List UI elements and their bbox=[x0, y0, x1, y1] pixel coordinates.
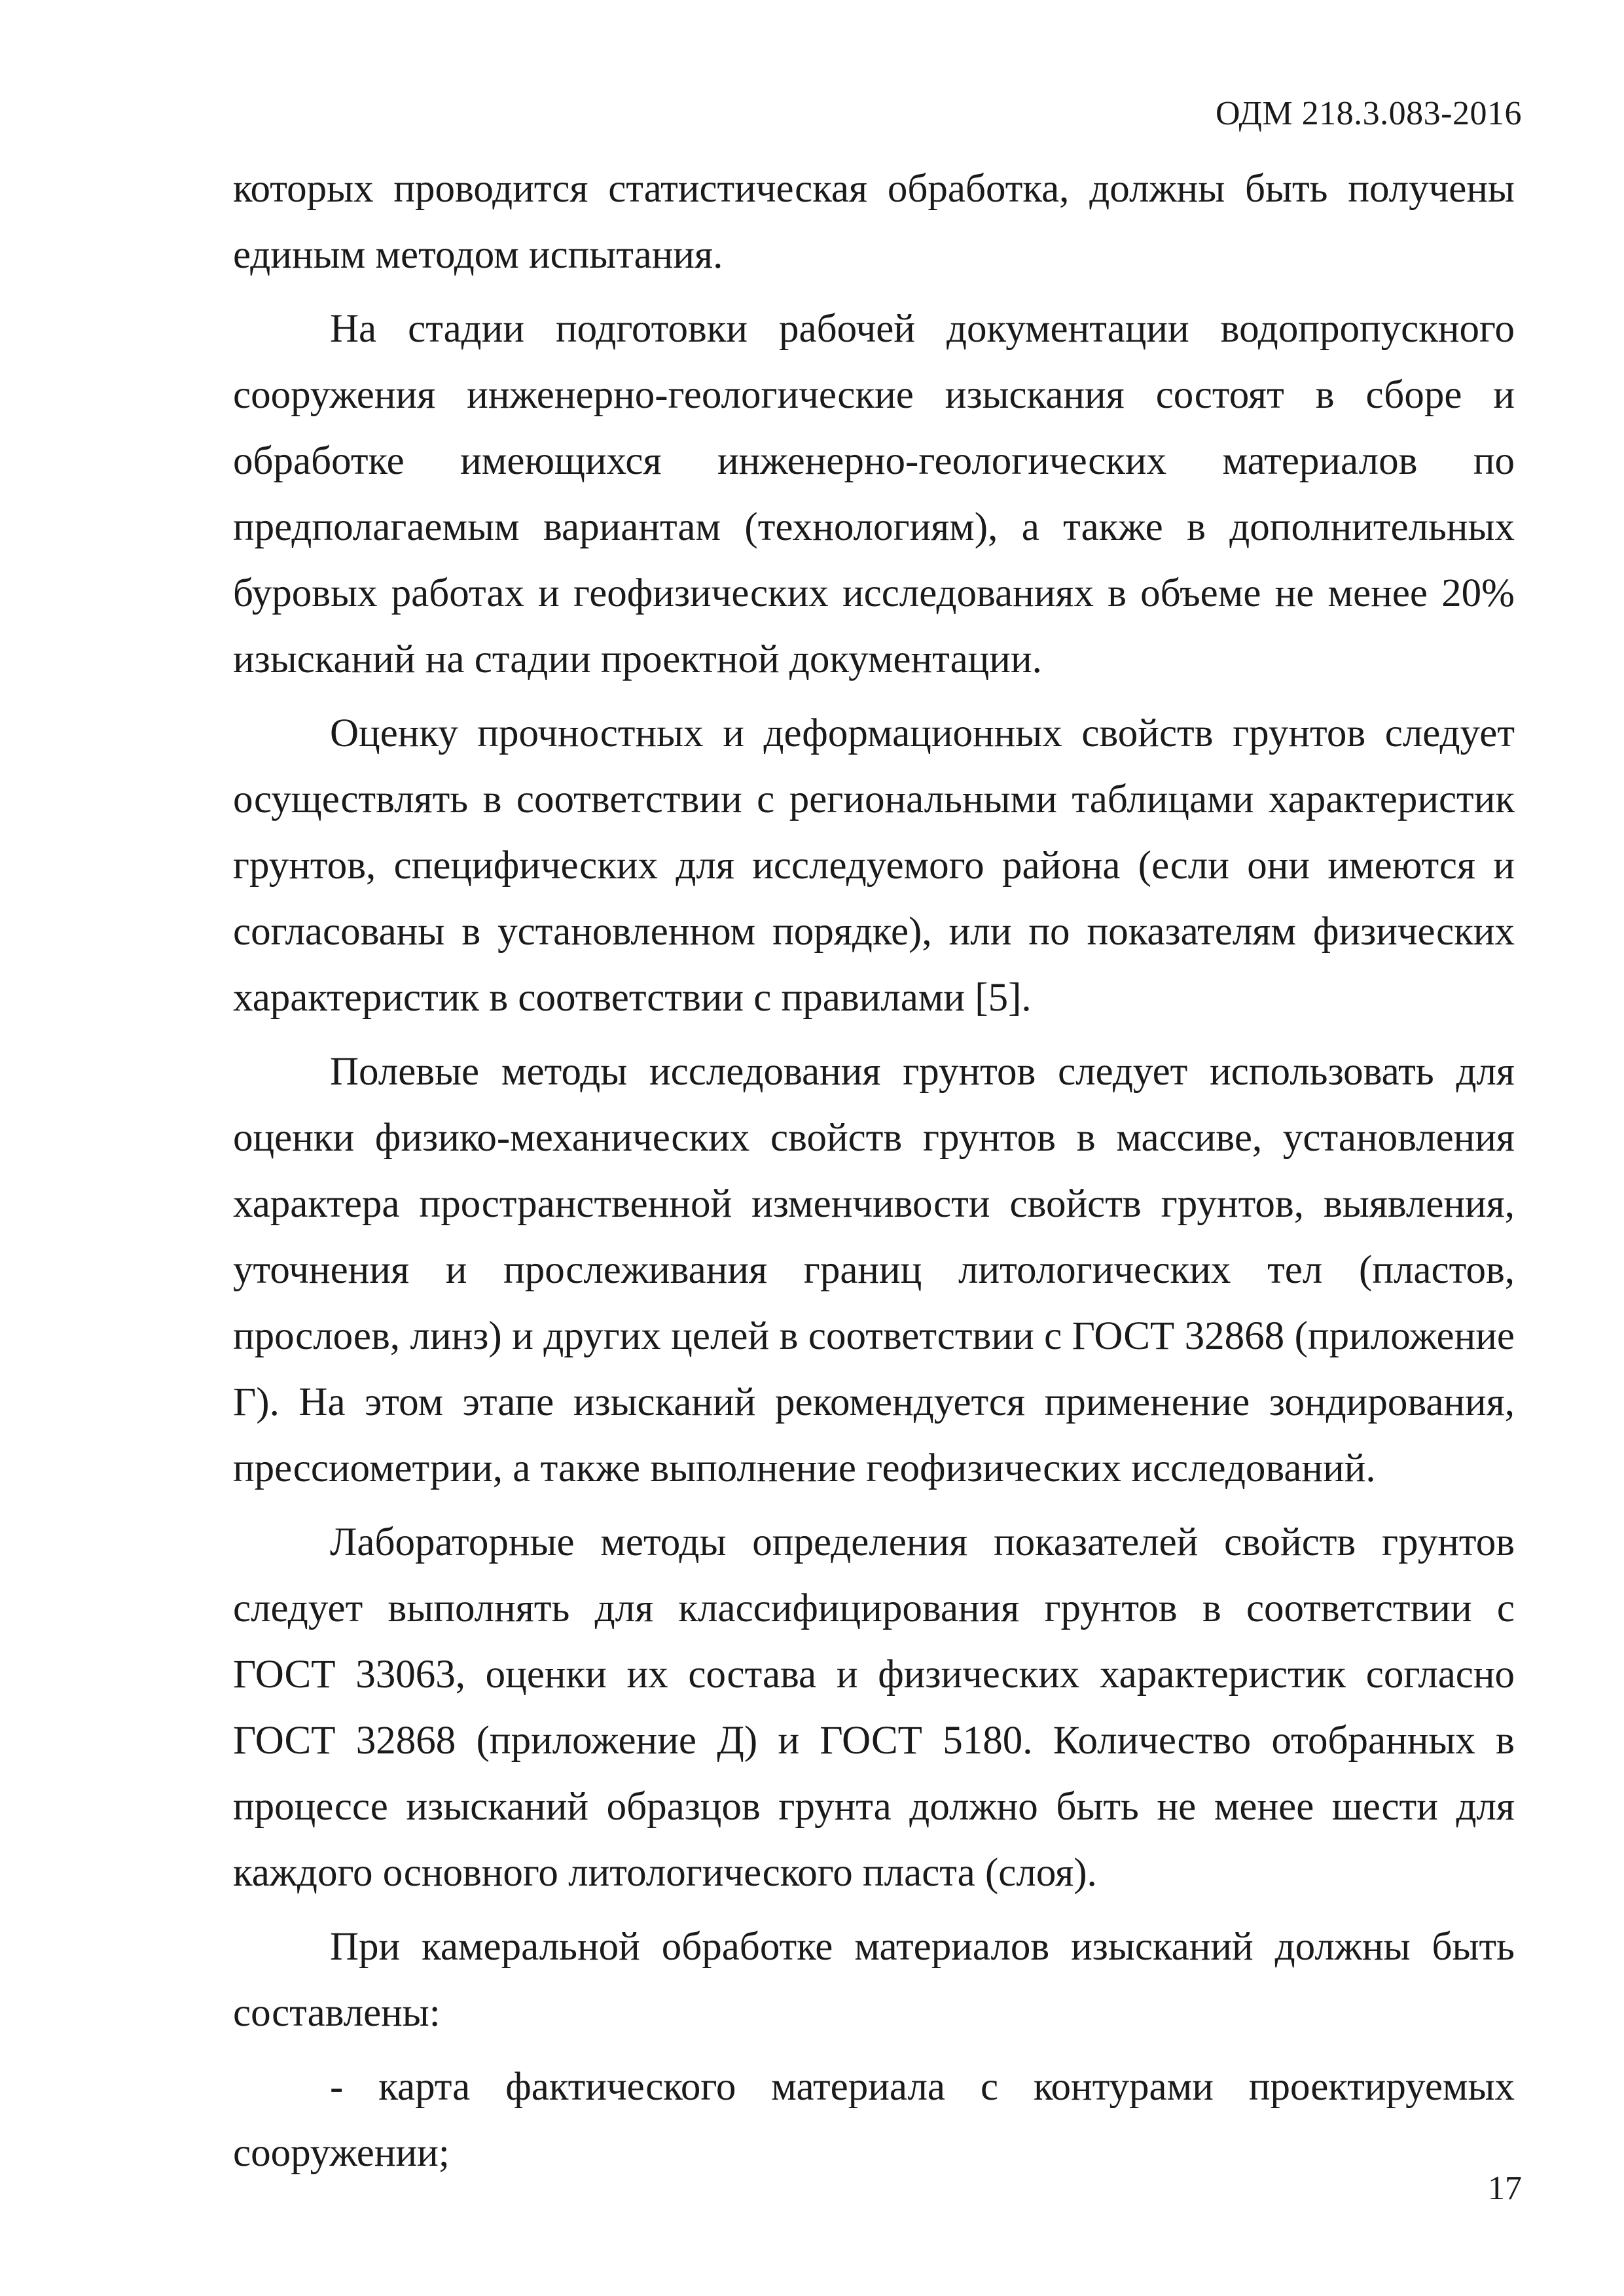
paragraph-laboratory-methods: Лабораторные методы определения показателей свойств грунтов следует выполнять для классифицирования грунтов в соответствии с ГОСТ 33063, оценки их состава и физических характеристик согласно ГОСТ 32868 (приложение Д) и ГОСТ 5180. Количество отобранных в процессе изысканий образцов грунта должно быть не менее шести для каждого основного литологического пласта (слоя). bbox=[233, 1520, 1515, 1895]
paragraph-field-methods: Полевые методы исследования грунтов следует использовать для оценки физико-механических свойств грунтов в массиве, установления характера пространственной изменчивости свойств грунтов, выявления, уточнения и прослеживания границ литологических тел (пластов, прослоев, линз) и других целей в соответствии с ГОСТ 32868 (приложение Г). На этом этапе изысканий рекомендуется применение зондирования, прессиометрии, а также выполнение геофизических исследований. bbox=[233, 1050, 1515, 1490]
paragraph-strength-assessment: Оценку прочностных и деформационных свойств грунтов следует осуществлять в соответствии с региональными таблицами характеристик грунтов, специфических для исследуемого района (если они имеются и согласованы в установленном порядке), или по показателям физических характеристик в соответствии с правилами [5]. bbox=[233, 711, 1515, 1020]
page-number: 17 bbox=[1488, 2170, 1522, 2207]
paragraph-continuation: которых проводится статистическая обработка, должны быть получены единым методом испытания. bbox=[233, 167, 1515, 277]
document-code-header: ОДМ 218.3.083-2016 bbox=[1216, 95, 1522, 132]
list-item-fact-map: - карта фактического материала с контурами проектируемых сооружении; bbox=[233, 2065, 1515, 2175]
paragraph-office-processing: При камеральной обработке материалов изысканий должны быть составлены: bbox=[233, 1925, 1515, 2035]
paragraph-working-documentation: На стадии подготовки рабочей документации водопропускного сооружения инженерно-геологические изыскания состоят в сборе и обработке имеющихся инженерно-геологических материалов по предполагаемым вариантам (технологиям), а также в дополнительных буровых работах и геофизических исследованиях в объеме не менее 20% изысканий на стадии проектной документации. bbox=[233, 307, 1515, 681]
document-body bbox=[233, 156, 1515, 2186]
